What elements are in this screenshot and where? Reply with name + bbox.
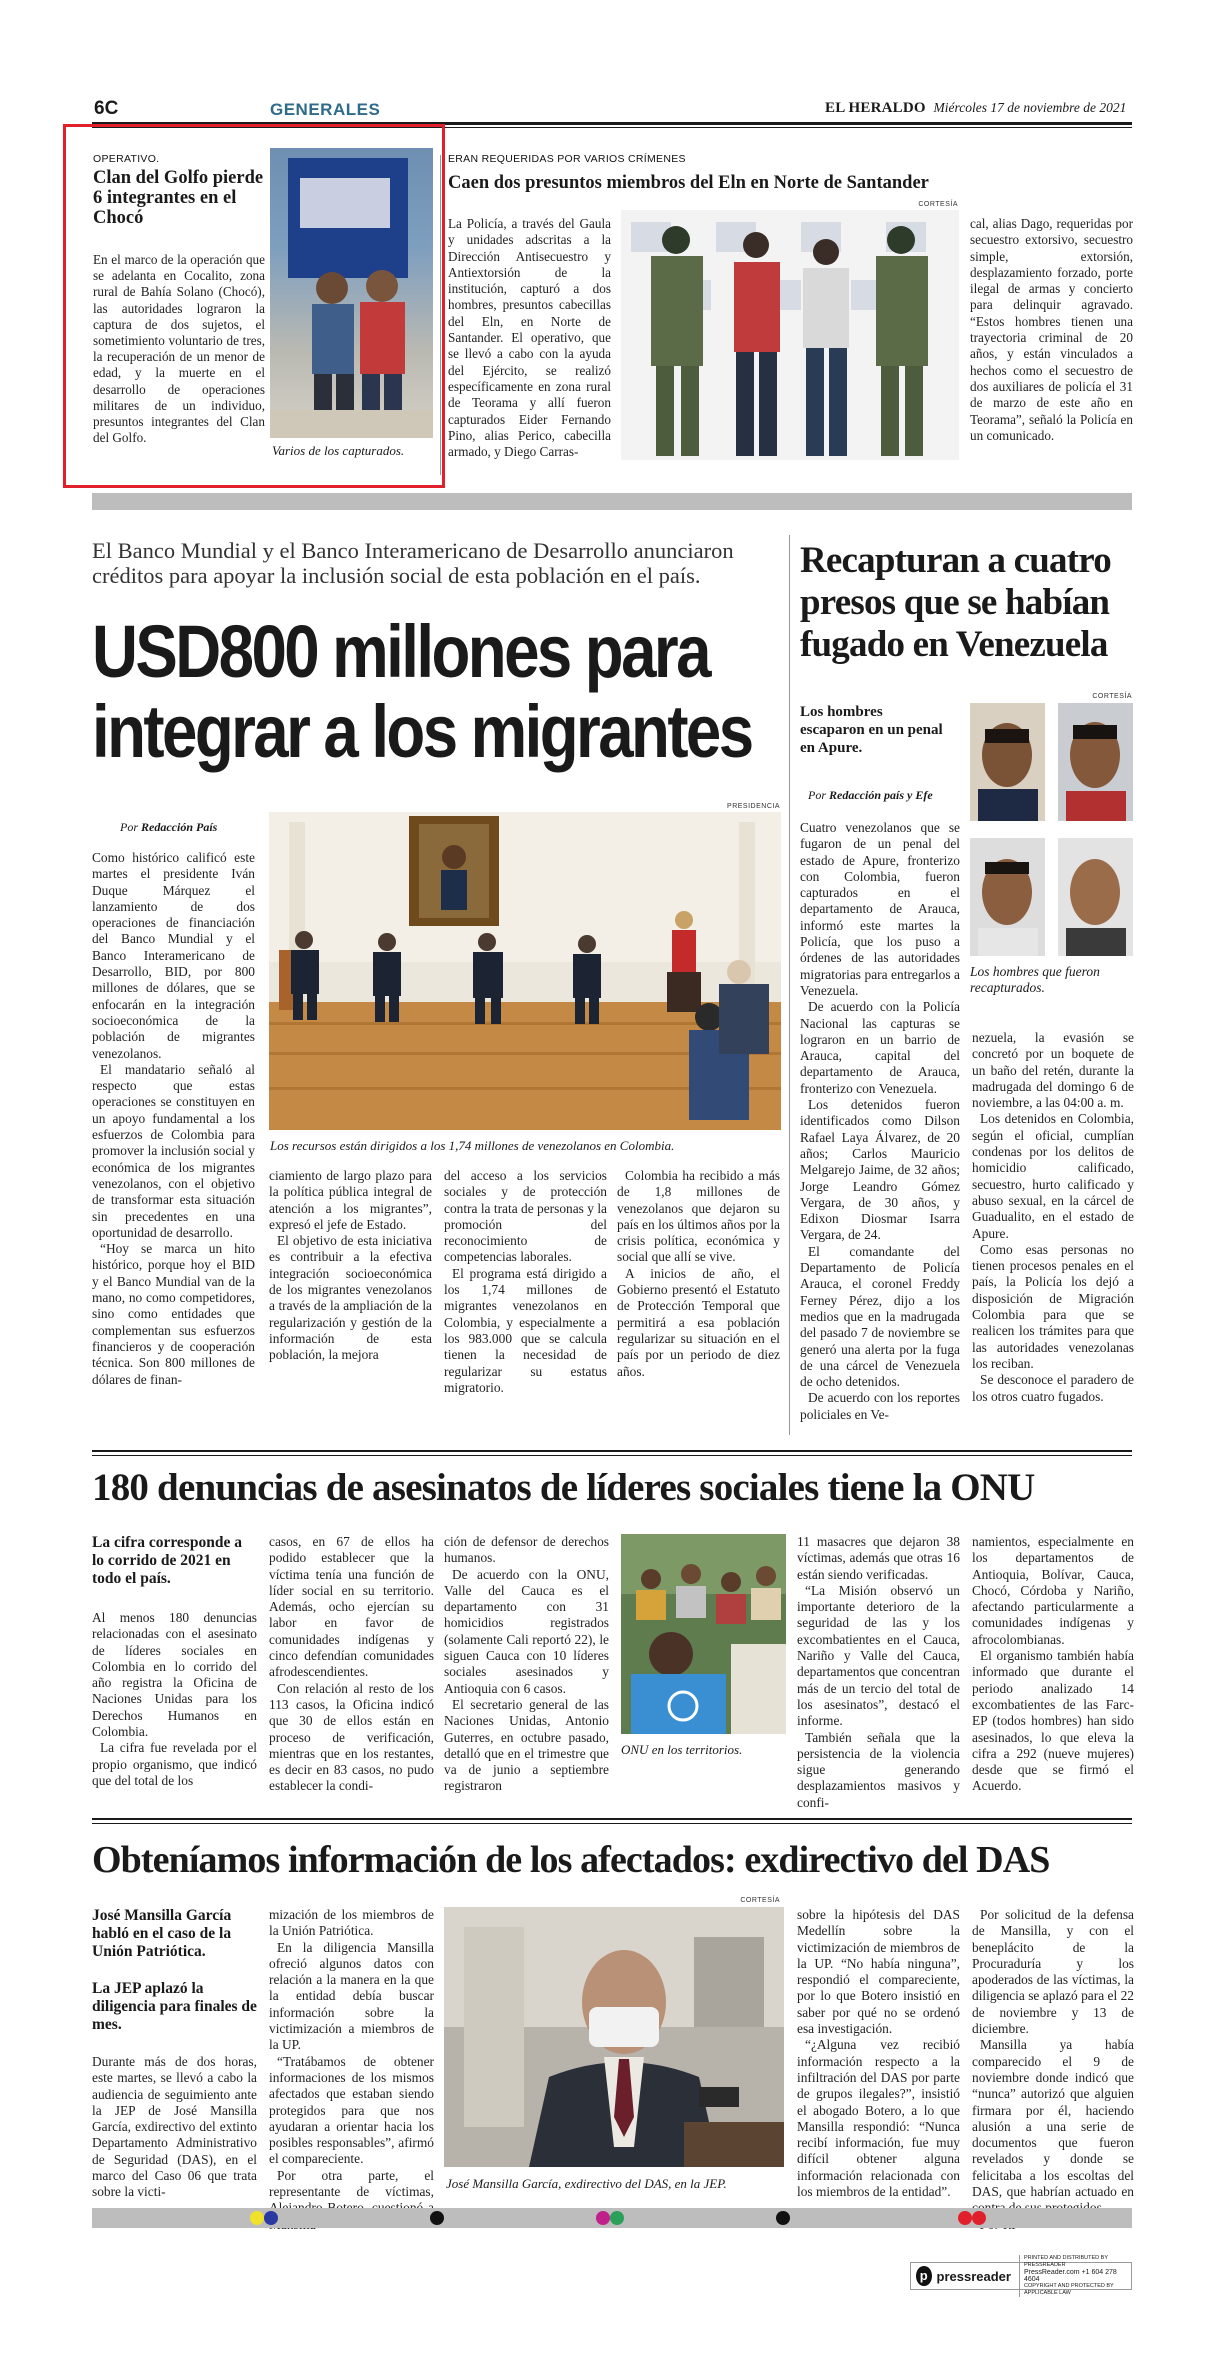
- main-col1-p2: El mandatario señaló al respecto que estas operaciones se constituyen en un apoyo fundamental a los esfuerzos de Colombia para promover la inclusión social y económica de los migrantes venezolanos, con el objetivo de transformar esta situación sin precedentes en una oportunidad de desarrollo.: [92, 1061, 255, 1240]
- register-dot-magenta: [596, 2211, 610, 2225]
- mugshot-2: [1058, 703, 1133, 821]
- onu-col5-p2: El organismo también había informado que durante el periodo analizado 14 excombatientes de las Farc-EP (todos hombres) han sido asesinados, lo que eleva la cifra a 292 (nueve mujeres) desde que se firmó el Acuerdo.: [972, 1648, 1134, 1794]
- pressreader-brand: pressreader: [936, 2268, 1011, 2284]
- recap-byline: [808, 788, 933, 803]
- recap-byline-pre: Por: [808, 788, 826, 802]
- register-dot-red-2: [972, 2211, 986, 2225]
- brief1-body: En el marco de la operación que se adelanta en Cocalito, zona rural de Bahía Solano (Chocó), las autoridades lograron la captura de dos sujetos, el sometimiento voluntario de tres, la recuperación de un menor de edad, y la muerte en el desarrollo de operaciones militares de un individuo, presuntos integrantes del Clan del Golfo.: [93, 252, 265, 446]
- mugshot-4: [1058, 838, 1133, 956]
- recap-col1: [800, 820, 960, 1423]
- main-photo-art: [269, 812, 781, 1130]
- pressreader-logo-icon: p: [916, 2266, 932, 2286]
- das-photo: [444, 1907, 784, 2167]
- brief1-caption: Varios de los capturados.: [272, 443, 405, 458]
- recap-col2: [972, 1030, 1134, 1405]
- bottom-band: [92, 2208, 1132, 2228]
- onu-col1-p2: La cifra fue revelada por el propio organismo, que indicó que del total de los: [92, 1740, 257, 1788]
- onu-col5-p1: namientos, especialmente en los departamentos de Antioquia, Bolívar, Cauca, Chocó, Córdoba y Nariño, afectando particularmente a comunidades indígenas y afrocolombianas.: [972, 1534, 1134, 1647]
- main-col4: [617, 1168, 780, 1380]
- das-deck2: La JEP aplazó la diligencia para finales de mes.: [92, 1980, 257, 2033]
- onu-col4-p3: También señala que la persistencia de la violencia sigue generando desplazamientos masivos y confi-: [797, 1729, 960, 1810]
- register-dot-red: [958, 2211, 972, 2225]
- main-headline: USD800 millones para integrar a los migrantes: [92, 610, 752, 773]
- paper-name: EL HERALDO: [825, 100, 926, 116]
- brief-divider: [440, 155, 441, 475]
- main-photo-credit: PRESIDENCIA: [727, 803, 780, 810]
- recap-col1-p3: Los detenidos fueron identificados como Dilson Rafael Laya Álvarez, de 20 años; Carlos Mauricio Melgarejo Jaime, de 32 años; Jorge Leandro Gómez Vergara, de 30 años, y Edixon Diosmar Isarra Vergara, de 24.: [800, 1097, 960, 1243]
- main-col3-p2: El programa está dirigido a los 1,74 millones de migrantes venezolanos en Colombia, y especialmente a los 983.000 que se calcula tienen la necesidad de regularizar su estatus migratorio.: [444, 1265, 607, 1395]
- page-number: 6C: [94, 98, 119, 119]
- issue-date: Miércoles 17 de noviembre de 2021: [933, 100, 1127, 115]
- das-col1-p1: Durante más de dos horas, este martes, se llevó a cabo la audiencia de seguimiento ante la JEP de José Mansilla García, exdirectivo del extinto Departamento Administrativo de Seguridad (DAS), en el marco del Caso 06 que trata sobre la victi-: [92, 2054, 257, 2200]
- main-col2-p2: El objetivo de esta iniciativa es contribuir a la efectiva integración socioeconómica de los migrantes venezolanos a través de la ampliación de la regularización y gestión de la información de esta población, la mejora: [269, 1233, 432, 1363]
- pressreader-badge[interactable]: [910, 2255, 1132, 2296]
- main-col2-p1: ciamiento de largo plazo para la política pública integral de atención a los migrantes”, expresó el jefe de Estado.: [269, 1168, 432, 1232]
- main-caption: Los recursos están dirigidos a los 1,74 millones de venezolanos en Colombia.: [270, 1138, 675, 1153]
- recap-col1-p5: De acuerdo con los reportes policiales en Ve-: [800, 1390, 960, 1422]
- onu-col2-p2: Con relación al resto de los 113 casos, la Oficina indicó que 30 de ellos están en proceso de verificación, mientras que en los restantes, es decir en 83 casos, no pudo establecer la condi-: [269, 1680, 434, 1794]
- masthead: [825, 100, 1126, 117]
- main-byline: [120, 820, 217, 835]
- brief2-photo: [621, 210, 959, 460]
- register-dot-blue: [264, 2211, 278, 2225]
- onu-col3-p1: ción de defensor de derechos humanos.: [444, 1534, 609, 1566]
- onu-photo-art: [621, 1534, 786, 1734]
- onu-deck: La cifra corresponde a lo corrido de 2021 en todo el país.: [92, 1534, 242, 1587]
- onu-col5: [972, 1534, 1134, 1795]
- brief2-body-cont: cal, alias Dago, requeridas por secuestro extorsivo, secuestro simple, extorsión, desplazamiento forzado, porte ilegal de armas y concierto para delinquir agravado. “Estos hombres tienen una trayectoria criminal de 20 años, y están vinculados a hechos como el secuestro de dos auxiliares de policía el 31 de marzo de este año en Teorama”, señaló la Policía en un comunicado.: [970, 216, 1133, 443]
- recap-headline: Recapturan a cuatro presos que se habían fugado en Venezuela: [800, 540, 1111, 665]
- das-col3: [797, 1907, 960, 2200]
- recap-byline-name: Redacción país y Efe: [829, 788, 933, 802]
- onu-col4: [797, 1534, 960, 1811]
- onu-col4-p2: “La Misión observó un importante deterioro de la seguridad de las y los excombatientes en el Cauca, Nariño y Valle del Cauca, departamentos que concentran más de un tercio del total de los asesinatos”, destacó el informe.: [797, 1582, 960, 1729]
- pressreader-legal-1: PRINTED AND DISTRIBUTED BY PRESSREADER: [1023, 2255, 1108, 2268]
- das-headline: Obteníamos información de los afectados: exdirectivo del DAS: [92, 1839, 1050, 1881]
- das-col2-p3: “Tratábamos de obtener informaciones de los mismos afectados que estaban siendo protegidos para que nos ayudaran a orientar hacia los posibles responsables”, afirmó el compareciente.: [269, 2053, 434, 2167]
- das-photo-art: [444, 1907, 784, 2167]
- onu-headline: 180 denuncias de asesinatos de líderes sociales tiene la ONU: [92, 1466, 1035, 1509]
- main-col4-p2: A inicios de año, el Gobierno presentó el Estatuto de Protección Temporal que permitirá a esa población regularizar su situación en el país por un periodo de diez años.: [617, 1265, 780, 1379]
- das-top-rule: [92, 1818, 1132, 1820]
- recap-col1-p2: De acuerdo con la Policía Nacional las capturas se lograron en un barrio de Arauca, capital del departamento de Arauca, fronterizo con Venezuela.: [800, 999, 960, 1096]
- main-photo: [269, 812, 781, 1130]
- section-band: [92, 493, 1132, 510]
- recap-caption: Los hombres que fueron recapturados.: [970, 964, 1100, 995]
- brief1-photo-art: [270, 148, 433, 438]
- brief1-photo: [270, 148, 433, 438]
- das-col4-p2: Mansilla ya había comparecido el 9 de noviembre donde indicó que “nunca” autorizó que alguien firmara por él, haciendo alusión a una serie de documentos que fueron revelados y donde se felicitaba a los escoltas del DAS, que habrían actuado en: [972, 2037, 1134, 2200]
- recap-deck: Los hombres escaparon en un penal en Apure.: [800, 704, 943, 756]
- recap-col2-p2: Los detenidos en Colombia, según el oficial, cumplían condenas por los delitos de homicidio calificado, secuestro, hurto calificado y abuso sexual, en la cárcel de Guadualito, en el estado de Apure.: [972, 1111, 1134, 1241]
- main-byline-name: Redacción País: [141, 820, 218, 834]
- main-col1-p1: Como histórico calificó este martes el presidente Iván Duque Márquez el lanzamiento de dos operaciones de financiación del Banco Mundial y el Banco Interamericano de Desarrollo, BID, por 800 millones de dólares, que se enfocarán en la integración socioeconómica de la población de migrantes venezolanos.: [92, 850, 255, 1061]
- main-col1-p3: “Hoy se marca un hito histórico, porque hoy el BID y el Banco Mundial van de la mano, no como competidores, sino como entidades que complementan sus esfuerzos financieros y de cooperación técnica. Son 800 millones de dólares de finan-: [92, 1241, 255, 1387]
- onu-col3-p3: El secretario general de las Naciones Unidas, Antonio Guterres, en octubre pasado, detalló que en el trimestre que va de junio a septiembre registraron: [444, 1696, 609, 1794]
- das-col2-p2: En la diligencia Mansilla ofreció algunos datos con relación a la manera en la que la entidad debía buscar información sobre la victimización a miembros de la UP.: [269, 1939, 434, 2053]
- onu-caption: ONU en los territorios.: [621, 1742, 743, 1757]
- pressreader-legal: [1019, 2255, 1131, 2297]
- das-deck1: José Mansilla García habló en el caso de la Unión Patriótica.: [92, 1907, 232, 1960]
- das-col3-p1: sobre la hipótesis del DAS Medellín sobre la victimización de miembros de la UP. “No había ninguna”, respondió el compareciente, por lo que Botero insistió en saber por qué no se ordenó esa investigación.: [797, 1907, 960, 2037]
- brief2-photo-credit: CORTESÍA: [918, 201, 958, 208]
- das-photo-credit: CORTESÍA: [740, 1897, 780, 1904]
- recap-col2-p1: nezuela, la evasión se concretó por un boquete de un baño del retén, durante la madrugada del domingo 6 de noviembre, a las 04:00 a. m.: [972, 1030, 1134, 1111]
- main-col4-p1: Colombia ha recibido a más de 1,8 millones de venezolanos que dejaron su país en los últimos años por la crisis política, económica y social que allí se vive.: [617, 1168, 780, 1265]
- onu-col1: [92, 1610, 257, 1789]
- das-col2-p4: Por otra parte, el representante de víctimas,: [269, 2167, 434, 2200]
- main-col2: [269, 1168, 432, 1364]
- main-col3: [444, 1168, 607, 1396]
- das-col4: [972, 1907, 1134, 2233]
- recap-col1-p1: Cuatro venezolanos que se fugaron de un penal del estado de Apure, fronterizo con Colombia, fueron capturados en el departamento de Arauca, informó este martes la Policía, que los puso a órdenes de las autoridades migratorias para entregarlos a Venezuela.: [800, 820, 960, 998]
- onu-top-rule: [92, 1450, 1132, 1452]
- onu-col4-p1: 11 masacres que dejaron 38 víctimas, además que otras 16 están siendo verificadas.: [797, 1534, 960, 1582]
- das-caption: José Mansilla García, exdirectivo del DAS, en la JEP.: [446, 2176, 727, 2191]
- onu-top-rule-thin: [92, 1455, 1132, 1456]
- register-dot-green: [610, 2211, 624, 2225]
- brief2-photo-art: [621, 210, 959, 460]
- das-col2: [269, 1907, 434, 2233]
- brief1-kicker: OPERATIVO.: [93, 153, 160, 165]
- pressreader-legal-2: PressReader.com +1 604 278 4604: [1023, 2269, 1117, 2283]
- section-label: GENERALES: [270, 100, 381, 119]
- recap-col1-p4: El comandante del Departamento de Policía Arauca, el coronel Freddy Ferney Pérez, dijo a los medios que en la madrugada del pasado 7 de noviembre se generó una alerta por la fuga de una cárcel de Venezuela de ocho detenidos.: [800, 1243, 960, 1390]
- onu-col3: [444, 1534, 609, 1795]
- das-col3-p2: “¿Alguna vez recibió información respecto a la infiltración del DAS por parte de grupos ilegales?”, insistió el abogado Botero, a lo que Mansilla respondió: “Nunca recibí información, fue muy difícil obtener alguna información relacionada con los miembros de la entidad”.: [797, 2037, 960, 2200]
- recap-col2-p3: Como esas personas no tienen procesos penales en el país, la Policía los dejó a disposición de Migración Colombia para que se realicen los trámites para que las autoridades venezolanas los reciban.: [972, 1241, 1134, 1371]
- brief2-title: Caen dos presuntos miembros del Eln en Norte de Santander: [448, 173, 929, 193]
- onu-col2-p1: casos, en 67 de ellos ha podido establecer que la víctima tenía una función de líder social en su territorio. Además, ocho ejercían su labor en favor de comunidades indígenas y cinco defendían comunidades afrodescendientes.: [269, 1534, 434, 1680]
- das-col2-p1: mización de los miembros de la Unión Patriótica.: [269, 1907, 434, 1939]
- brief2-body: La Policía, a través del Gaula y unidades adscritas a la Dirección Antisecuestro y Antiextorsión de la institución, capturó a dos hombres, presuntos cabecillas del Eln, en Norte de Santander. El operativo, que se llevó a cabo con la ayuda del Ejército, se realizó específicamente en zona rural de Teorama y allí fueron capturados Eider Fernando Pino, alias Perico, cabecilla armado, y Diego Carras-: [448, 216, 611, 460]
- mugshot-1: [970, 703, 1045, 821]
- main-col3-p1: del acceso a los servicios sociales y de protección contra la trata de personas y la promoción del reconocimiento de competencias laborales.: [444, 1168, 607, 1265]
- brief1-title: Clan del Golfo pierde 6 integrantes en el Chocó: [93, 168, 264, 228]
- main-col1: [92, 850, 255, 1388]
- brief2-kicker: ERAN REQUERIDAS POR VARIOS CRÍMENES: [448, 153, 686, 165]
- register-dot-black: [430, 2211, 444, 2225]
- onu-col1-p1: Al menos 180 denuncias relacionadas con el asesinato de líderes sociales en Colombia en lo corrido del año registra la Oficina de Naciones Unidas para los Derechos Humanos en Colombia.: [92, 1610, 257, 1740]
- onu-photo: [621, 1534, 786, 1734]
- main-deck: El Banco Mundial y el Banco Interamericano de Desarrollo anunciaron créditos para apoyar la inclusión social de esta población en el país.: [92, 538, 734, 588]
- das-col4-p1: Por solicitud de la defensa de Mansilla, y con el beneplácito de la Procuraduría y los apoderados de las víctimas, la diligencia se aplazó para el 22 de noviembre y 13 de diciembre.: [972, 1907, 1134, 2037]
- das-col1: [92, 2054, 257, 2201]
- mugshot-3: [970, 838, 1045, 956]
- register-dot-yellow: [250, 2211, 264, 2225]
- onu-col3-p2: De acuerdo con la ONU, Valle del Cauca es el departamento con 31 homicidios registrados (solamente Cali reportó 22), le siguen Cauca con 10 líderes sociales asesinados y Antioquia con 6 casos.: [444, 1566, 609, 1696]
- recap-photo-credit: CORTESÍA: [1092, 693, 1132, 700]
- main-byline-pre: Por: [120, 820, 138, 834]
- das-top-rule-thin: [92, 1823, 1132, 1824]
- main-vrule: [789, 535, 790, 1435]
- pressreader-legal-3: COPYRIGHT AND PROTECTED BY APPLICABLE LAW: [1023, 2283, 1114, 2296]
- register-dot-black-2: [776, 2211, 790, 2225]
- onu-col2: [269, 1534, 434, 1795]
- recap-col2-p4: Se desconoce el paradero de los otros cuatro fugados.: [972, 1372, 1134, 1404]
